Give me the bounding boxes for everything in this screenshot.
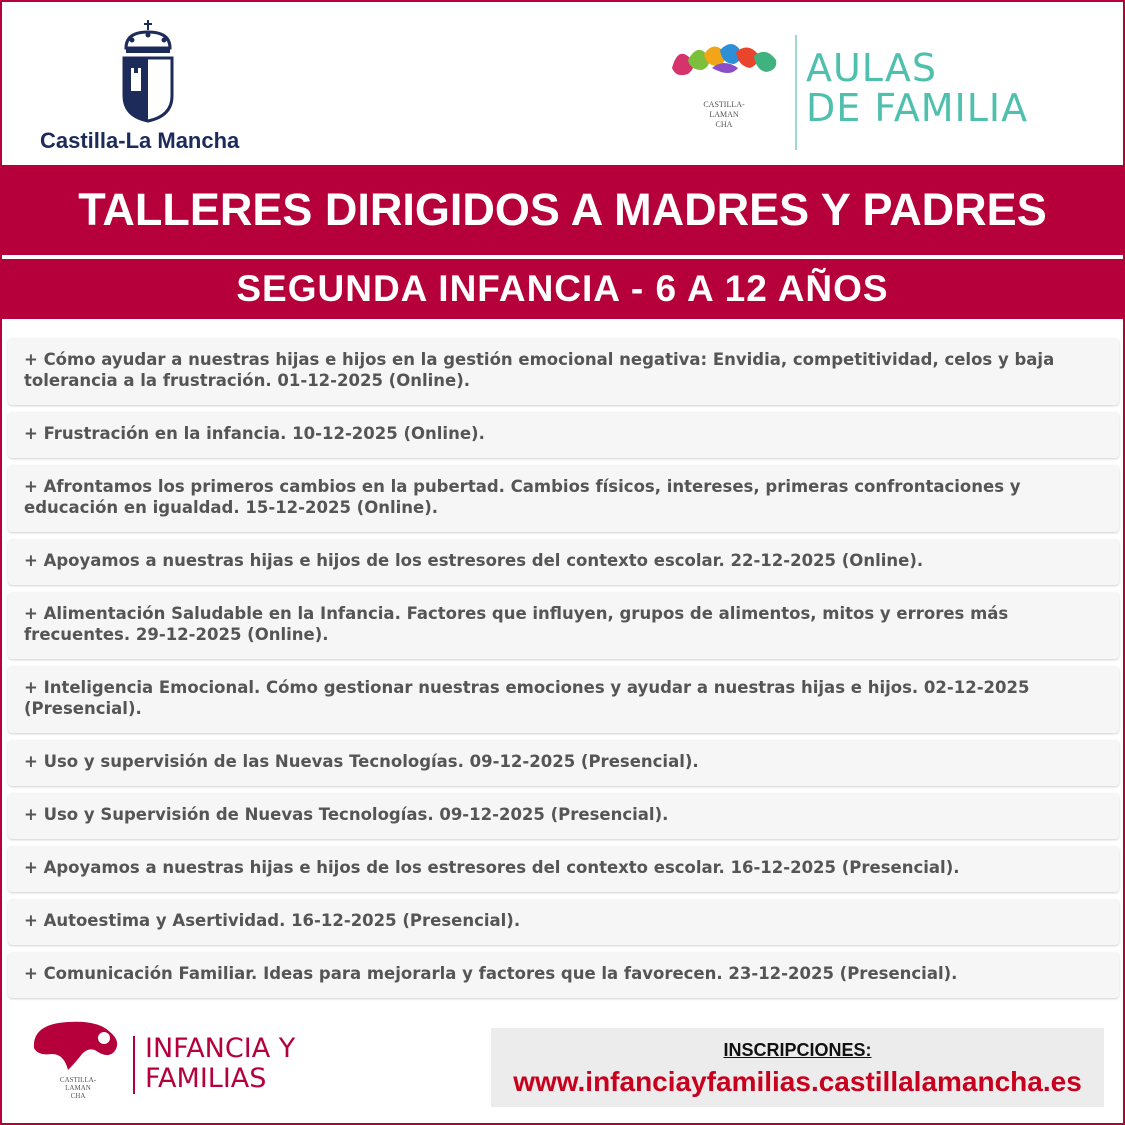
workshop-item: + Cómo ayudar a nuestras hijas e hijos en la gestión emocional negativa: Envidia, competitividad, celos y baja tolerancia a la frustración. 01-12-2025 (Online). — [8, 338, 1119, 405]
inscriptions-link[interactable]: www.infanciayfamilias.castillalamancha.es — [513, 1066, 1082, 1097]
workshop-item: + Alimentación Saludable en la Infancia. Factores que influyen, grupos de alimentos, mitos y errores más frecuentes. 29-12-2025 (Online). — [8, 592, 1119, 659]
coat-of-arms-icon — [118, 18, 178, 123]
workshop-item: + Comunicación Familiar. Ideas para mejorarla y factores que la favorecen. 23-12-2025 (Presencial). — [8, 952, 1119, 998]
workshop-item: + Autoestima y Asertividad. 16-12-2025 (Presencial). — [8, 899, 1119, 945]
children-figures-icon — [668, 38, 780, 78]
workshop-item: + Inteligencia Emocional. Cómo gestionar nuestras emociones y ayudar a nuestras hijas e hijos. 02-12-2025 (Presencial). — [8, 666, 1119, 733]
castilla-la-mancha-label: Castilla-La Mancha — [40, 128, 240, 153]
infancia-y-familias-logo — [28, 1018, 348, 1108]
workshop-list — [8, 338, 1119, 1005]
infancia-y-familias-label: INFANCIA Y FAMILIAS — [145, 1033, 296, 1094]
workshop-item: + Uso y Supervisión de Nuevas Tecnologías. 09-12-2025 (Presencial). — [8, 793, 1119, 839]
castilla-la-mancha-logo — [40, 18, 255, 158]
page-subtitle: SEGUNDA INFANCIA - 6 A 12 AÑOS — [2, 259, 1123, 319]
aulas-small-castilla-text: CASTILLA- LAMAN CHA — [703, 100, 745, 129]
aulas-de-familia-logo — [668, 30, 1068, 155]
infancia-small-castilla-text: CASTILLA- LAMAN CHA — [59, 1076, 97, 1100]
aulas-de-familia-label: AULAS DE FAMILIA — [806, 46, 1029, 130]
workshop-item: + Frustración en la infancia. 10-12-2025 (Online). — [8, 412, 1119, 458]
inscriptions-box — [491, 1028, 1104, 1107]
infancia-symbol-icon — [28, 1018, 128, 1073]
infancia-logo-divider — [133, 1036, 135, 1094]
page-title: TALLERES DIRIGIDOS A MADRES Y PADRES — [2, 165, 1123, 255]
workshop-item: + Apoyamos a nuestras hijas e hijos de los estresores del contexto escolar. 16-12-2025 (Presencial). — [8, 846, 1119, 892]
workshop-item: + Afrontamos los primeros cambios en la pubertad. Cambios físicos, intereses, primeras confrontaciones y educación en igualdad. 15-12-2025 (Online). — [8, 465, 1119, 532]
workshop-item: + Apoyamos a nuestras hijas e hijos de los estresores del contexto escolar. 22-12-2025 (Online). — [8, 539, 1119, 585]
inscriptions-label: INSCRIPCIONES: — [723, 1040, 872, 1060]
workshop-item: + Uso y supervisión de las Nuevas Tecnologías. 09-12-2025 (Presencial). — [8, 740, 1119, 786]
aulas-logo-divider — [795, 35, 797, 150]
